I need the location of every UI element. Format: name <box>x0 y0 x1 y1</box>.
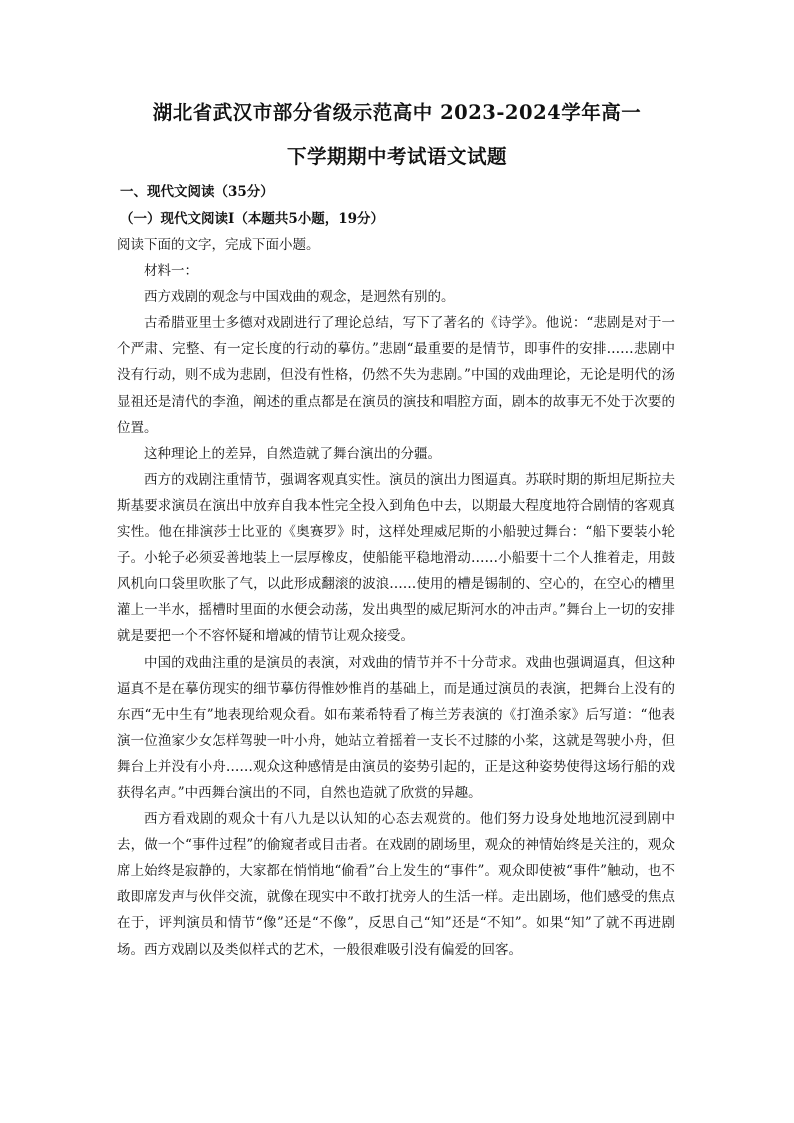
paragraph: 这种理论上的差异，自然造就了舞台演出的分疆。 <box>144 445 441 462</box>
paragraph: 西方的戏剧注重情节，强调客观真实性。演员的演出力图逼真。苏联时期的斯坦尼斯拉夫斯基要求演员在演出中放弃自我本性完全投入到角色中去，以期最大程度地符合剧情的客观真实性。他在排演莎士比亚的《奥赛罗》时，这样处理威尼斯的小船驶过舞台：“船下要装小轮子。小轮子必须妥善地装上一层厚橡皮，使船能平稳地滑动……小船要十二个人推着走，用鼓风机向口袋里吹胀了气，以此形成翻滚的波浪……使用的槽是锡制的、空心的，在空心的槽里灌上一半水，摇槽时里面的水便会动荡，发出典型的威尼斯河水的冲击声。”舞台上一切的安排就是要把一个不容怀疑和增减的情节让观众接受。 <box>117 471 675 645</box>
section-heading: 一、现代文阅读（35分） <box>120 184 274 200</box>
paragraph: 古希腊亚里士多德对戏剧进行了理论总结，写下了著名的《诗学》。他说：“悲剧是对于一个严肃、完整、有一定长度的行动的摹仿。”悲剧“最重要的是情节，即事件的安排……悲剧中没有行动，则不成为悲剧，但没有性格，仍然不失为悲剧。”中国的戏曲理论，无论是明代的汤显祖还是清代的李渔，阐述的重点都是在演员的演技和唱腔方面，剧本的故事无不处于次要的位置。 <box>117 315 675 436</box>
material-label: 材料一： <box>144 263 198 280</box>
exam-title-line1: 湖北省武汉市部分省级示范高中 2023-2024学年高一 <box>152 101 642 124</box>
paragraph: 西方看戏剧的观众十有八九是以认知的心态去观赏的。他们努力设身处地地沉浸到剧中去，做一个“事件过程”的偷窥者或目击者。在戏剧的剧场里，观众的神情始终是关注的，观众席上始终是寂静的，大家都在悄悄地“偷看”台上发生的“事件”。观众即使被“事件”触动，也不敢即席发声与伙伴交流，就像在现实中不敢打扰旁人的生活一样。走出剧场，他们感受的焦点在于，评判演员和情节“像”还是“不像”，反思自己“知”还是“不知”。如果“知”了就不再进剧场。西方戏剧以及类似样式的艺术，一般很难吸引没有偏爱的回客。 <box>117 811 675 958</box>
instruction-text: 阅读下面的文字，完成下面小题。 <box>117 237 320 253</box>
reading-passage <box>117 232 675 963</box>
paragraph: 中国的戏曲注重的是演员的表演，对戏曲的情节并不十分苛求。戏曲也强调逼真，但这种逼真不是在摹仿现实的细节摹仿得惟妙惟肖的基础上，而是通过演员的表演，把舞台上没有的东西“无中生有”地表现给观众看。如布莱希特看了梅兰芳表演的《打渔杀家》后写道：“他表演一位渔家少女怎样驾驶一叶小舟，她站立着摇着一支长不过膝的小桨，这就是驾驶小舟，但舞台上并没有小舟……观众这种感情是由演员的姿势引起的，正是这种姿势使得这场行船的戏获得名声。”中西舞台演出的不同，自然也造就了欣赏的异趣。 <box>117 654 675 801</box>
exam-title-line2: 下学期期中考试语文试题 <box>286 145 507 168</box>
subsection-heading: （一）现代文阅读Ⅰ（本题共5小题，19分） <box>120 211 384 227</box>
paragraph: 西方戏剧的观念与中国戏曲的观念，是迥然有别的。 <box>144 289 455 306</box>
